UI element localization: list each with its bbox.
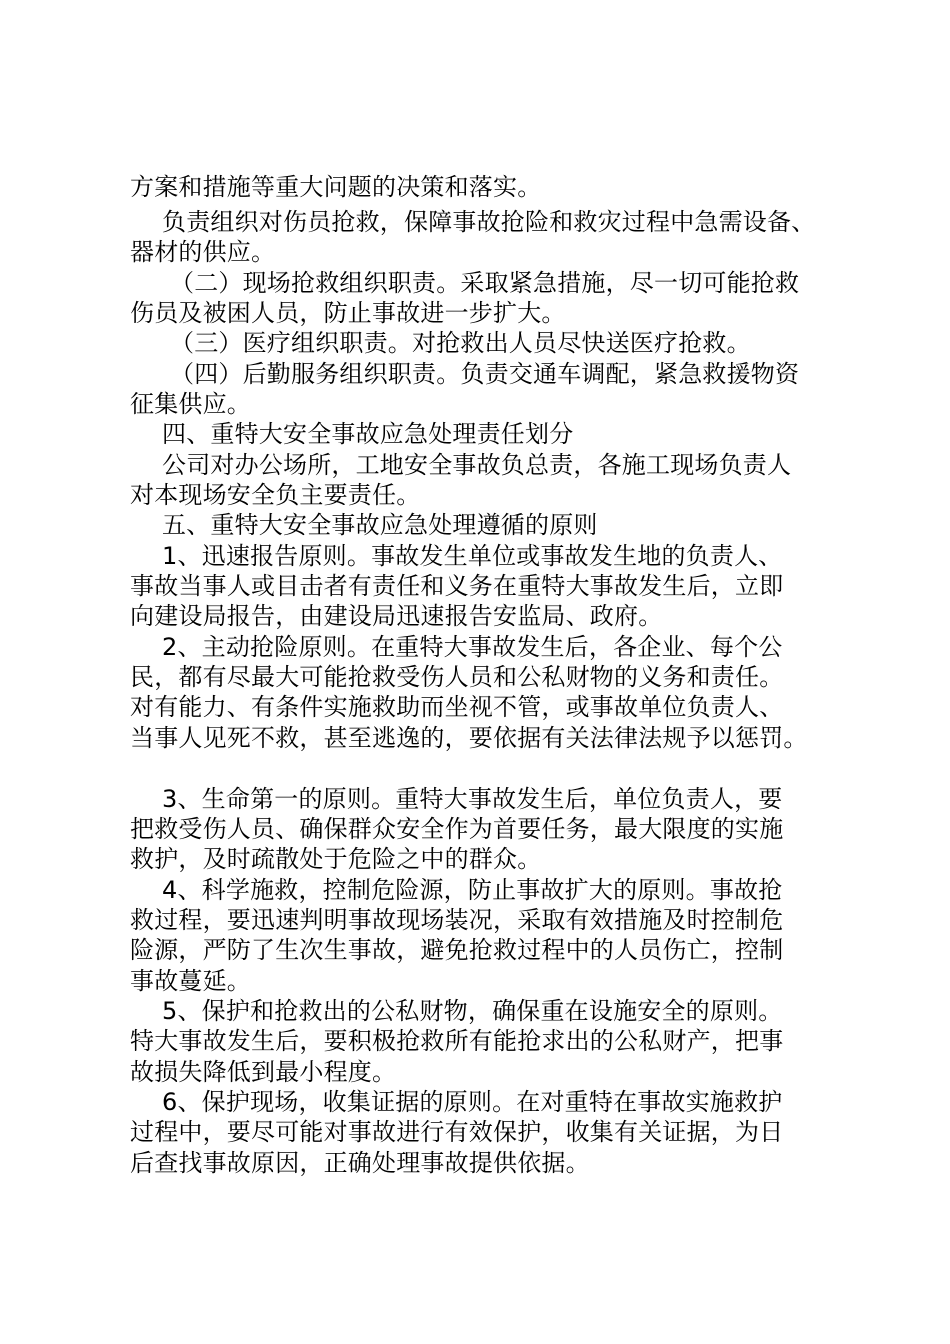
text-line: 民，都有尽最大可能抢救受伤人员和公私财物的义务和责任。 — [130, 663, 784, 691]
text-line: 险源，严防了生次生事故，避免抢救过程中的人员伤亡，控制 — [130, 936, 784, 964]
text-line: 救过程，要迅速判明事故现场装况，采取有效措施及时控制危 — [130, 906, 784, 934]
text-line: 故损失降低到最小程度。 — [130, 1058, 397, 1086]
text-line: 5、保护和抢救出的公私财物，确保重在设施安全的原则。 — [162, 997, 783, 1025]
section-heading: 五、重特大安全事故应急处理遵循的原则 — [162, 511, 598, 539]
text-line: 3、生命第一的原则。重特大事故发生后，单位负责人，要 — [162, 785, 783, 813]
text-line: 后查找事故原因，正确处理事故提供依据。 — [130, 1149, 590, 1177]
text-line: 征集供应。 — [130, 390, 251, 418]
text-line: 1、迅速报告原则。事故发生单位或事故发生地的负责人、 — [162, 542, 783, 570]
text-line: 器材的供应。 — [130, 238, 276, 266]
section-heading: 四、重特大安全事故应急处理责任划分 — [162, 420, 574, 448]
text-line: 负责组织对伤员抢救，保障事故抢险和救灾过程中急需设备、 — [162, 208, 816, 236]
text-line: 对有能力、有条件实施救助而坐视不管，或事故单位负责人、 — [130, 693, 784, 721]
text-line: 把救受伤人员、确保群众安全作为首要任务，最大限度的实施 — [130, 815, 784, 843]
text-line: 对本现场安全负主要责任。 — [130, 481, 421, 509]
text-line: （三）医疗组织职责。对抢救出人员尽快送医疗抢救。 — [170, 329, 751, 357]
text-line: 特大事故发生后，要积极抢救所有能抢求出的公私财产，把事 — [130, 1027, 784, 1055]
text-line: 向建设局报告，由建设局迅速报告安监局、政府。 — [130, 602, 663, 630]
text-line: 公司对办公场所，工地安全事故负总责，各施工现场负责人 — [162, 451, 792, 479]
text-line: 4、科学施救，控制危险源，防止事故扩大的原则。事故抢 — [162, 876, 783, 904]
text-line: 事故蔓延。 — [130, 967, 251, 995]
text-line: 方案和措施等重大问题的决策和落实。 — [130, 173, 542, 201]
text-line: 过程中，要尽可能对事故进行有效保护，收集有关证据，为日 — [130, 1118, 784, 1146]
text-line: （四）后勤服务组织职责。负责交通车调配，紧急救援物资 — [170, 360, 800, 388]
text-line: 当事人见死不救，甚至逃逸的，要依据有关法律法规予以惩罚。 — [130, 724, 808, 752]
text-line: 6、保护现场，收集证据的原则。在对重特在事故实施救护 — [162, 1088, 783, 1116]
text-line: （二）现场抢救组织职责。采取紧急措施，尽一切可能抢救 — [170, 269, 800, 297]
text-line: 事故当事人或目击者有责任和义务在重特大事故发生后，立即 — [130, 572, 784, 600]
text-line: 2、主动抢险原则。在重特大事故发生后，各企业、每个公 — [162, 633, 783, 661]
text-line: 伤员及被困人员，防止事故进一步扩大。 — [130, 299, 566, 327]
text-line: 救护，及时疏散处于危险之中的群众。 — [130, 845, 542, 873]
